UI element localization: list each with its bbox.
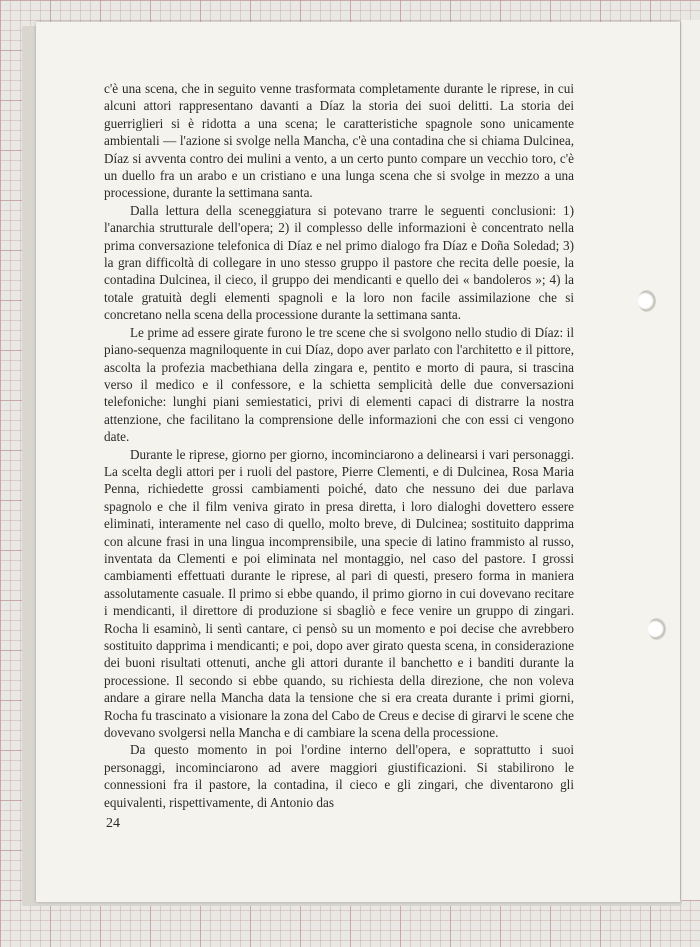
binder-hole <box>648 618 666 640</box>
binder-hole <box>638 290 656 312</box>
paragraph: Da questo momento in poi l'ordine interno dell'opera, e soprattutto i suoi personaggi, incominciarono ad avere maggiori giustificazioni. Si stabilirono le connessioni fra il pastore, la contadina, il cieco e gli zingari, che diventarono gli equivalenti, rispettivamente, di Antonio das <box>104 742 574 810</box>
paragraph: Durante le riprese, giorno per giorno, incominciarono a delinearsi i vari personaggi. La scelta degli attori per i ruoli del pastore, Pierre Clementi, e di Dulcinea, Rosa Maria Penna, richiedette grossi cambiamenti poiché, dato che nessuno dei due parlava spagnolo e che il film veniva girato in presa diretta, i loro dialoghi dovettero essere eliminati, interamente nel caso di quello, molto breve, di Dulcinea; sostituito dapprima con alcune frasi in una lingua incomprensibile, una specie di latino frammisto al russo, inventata da Clementi e poi eliminata nel montaggio, nel caso del pastore. I grossi cambiamenti effettuati durante le riprese, al pari di questi, presero forma in maniera assolutamente casuale. Il primo si ebbe quando, il primo giorno in cui dovevano recitare i mendicanti, il direttore di produzione si sbagliò e fece venire un gruppo di zingari. Rocha li esaminò, li sentì cantare, ci pensò su un momento e poi decise che avrebbero sostituito dapprima i mendicanti; e poi, dopo aver girato questa scena, in considerazione dei buoni risultati ottenuti, anche gli attori durante il banchetto e i banditi durante la processione. Il secondo si ebbe quando, su richiesta della direzione, che non voleva andare a girare nella Mancha data la tensione che si era creata durante i primi giorni, Rocha fu trascinato a visionare la zona del Cabo de Creus e decise di girarvi le scene che dovevano svolgersi nella Mancha e di cambiare la scena della processione. <box>104 446 574 741</box>
body-text <box>104 80 574 811</box>
next-page-edge <box>680 20 700 900</box>
paragraph: c'è una scena, che in seguito venne trasformata completamente durante le riprese, in cui alcuni attori rappresentano davanti a Díaz la storia dei suoi delitti. La storia dei guerriglieri si è ridotta a una scena; le caratteristiche spagnole sono unicamente ambientali — l'azione si svolge nella Mancha, c'è una contadina che si chiama Dulcinea, Díaz si avventa contro dei mulini a vento, a un certo punto compare un vecchio toro, c'è un duello fra un arabo e un cristiano e una lunga scena che si svolge in mezzo a una processione, durante la settimana santa. <box>104 81 574 201</box>
paragraph: Le prime ad essere girate furono le tre scene che si svolgono nello studio di Díaz: il piano-sequenza magniloquente in cui Díaz, dopo aver parlato con l'architetto e il pittore, ascolta la profezia macbethiana della zingara e, pentito e morto di paura, si trascina verso il medico e il confessore, e la schietta semplicità delle due conversazioni telefoniche: lunghi piani semiestatici, privi di elementi capaci di distrarre la nostra attenzione, che facilitano la comprensione delle informazioni che con essi ci vengono date. <box>104 324 574 445</box>
paragraph: Dalla lettura della sceneggiatura si potevano trarre le seguenti conclusioni: 1) l'anarchia strutturale dell'opera; 2) il complesso delle informazioni è concentrato nella prima conversazione telefonica di Díaz e nel primo dialogo fra Díaz e Doña Soledad; 3) la gran difficoltà di collegare in uno stesso gruppo il pastore che recita delle poesie, la contadina Dulcinea, il cieco, il gruppo dei mendicanti e quello dei « bandoleros »; 4) la totale gratuità degli elementi spagnoli e la loro non facile assimilazione che si concretano nella scena della processione durante la settimana santa. <box>104 202 574 323</box>
page-number: 24 <box>106 816 120 831</box>
